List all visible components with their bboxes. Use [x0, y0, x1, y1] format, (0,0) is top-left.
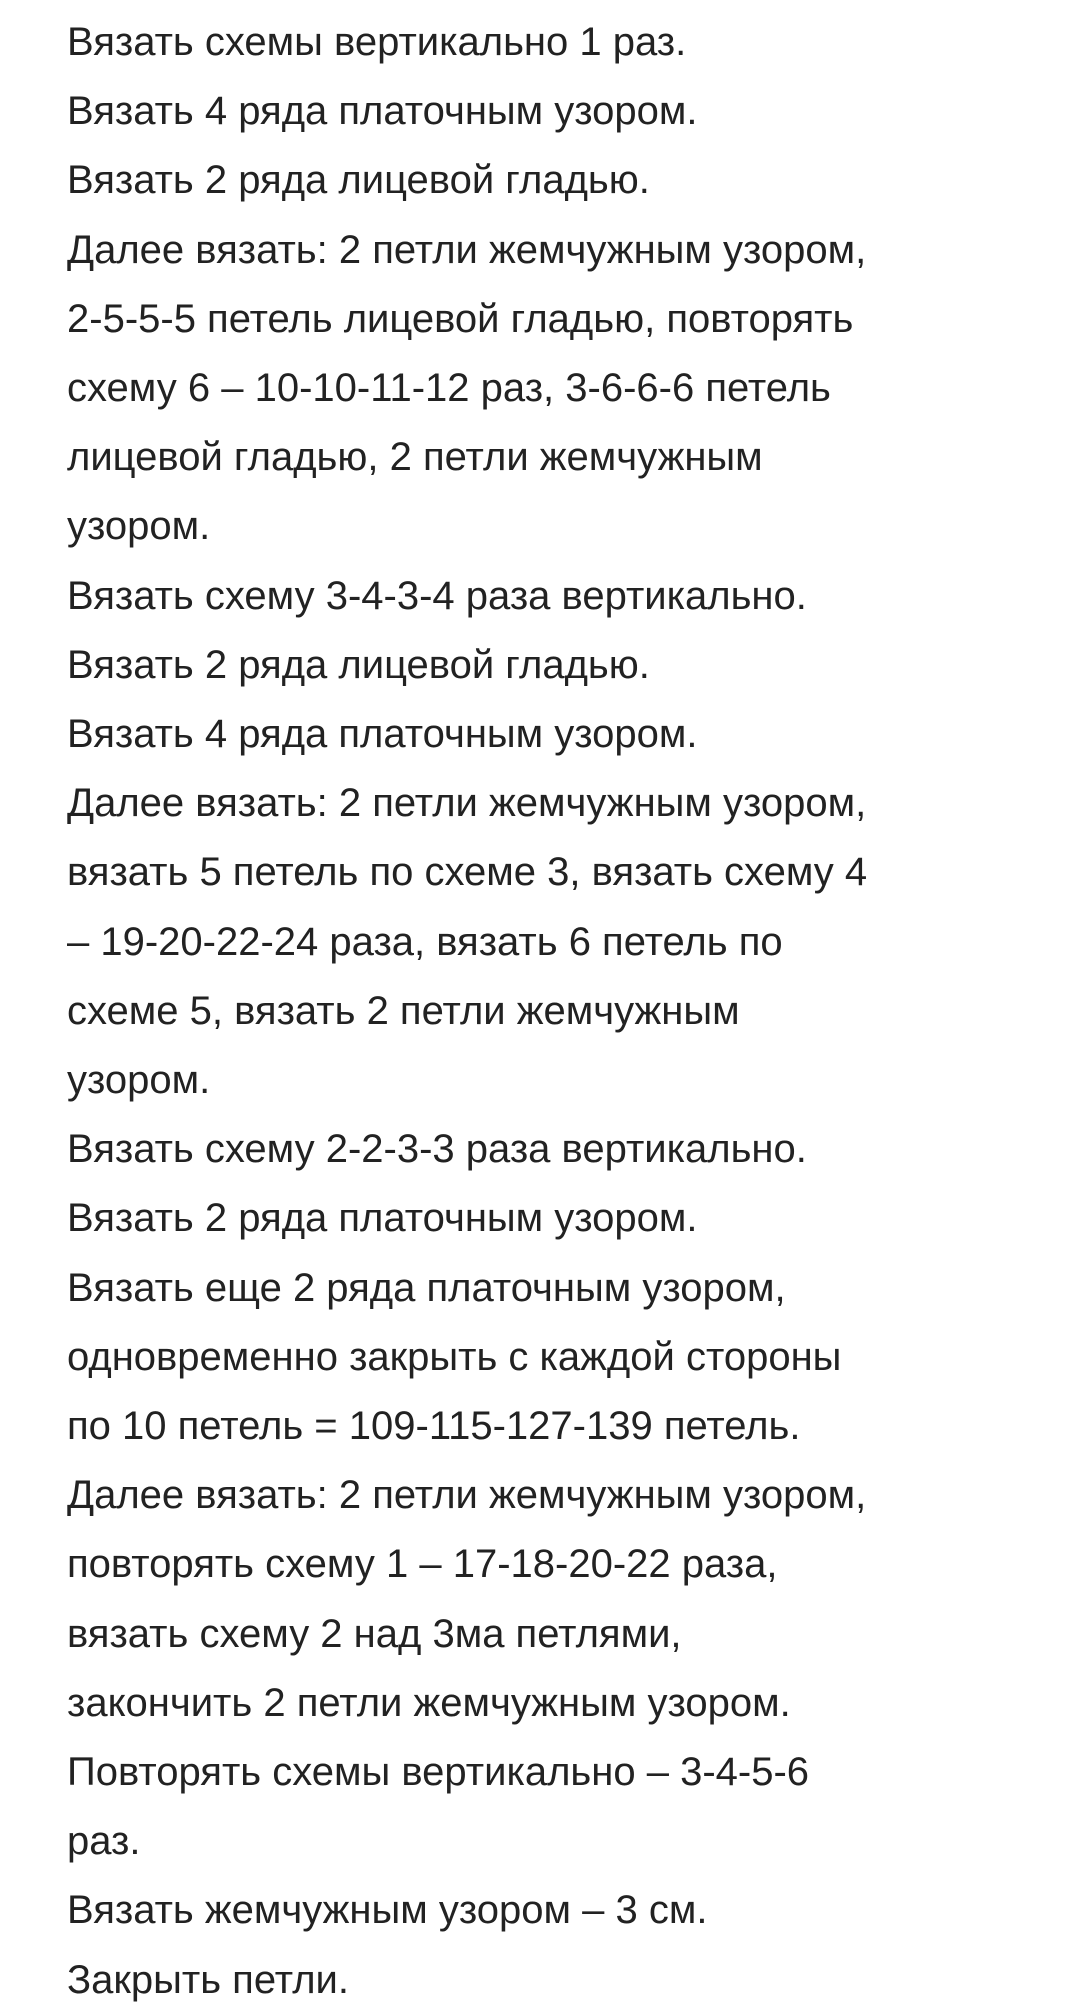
text-line: Вязать 2 ряда лицевой гладью.: [67, 642, 650, 687]
text-line: одновременно закрыть с каждой стороны: [67, 1334, 842, 1379]
text-line: Вязать 4 ряда платочным узором.: [67, 712, 698, 757]
text-line: схему 6 – 10-10-11-12 раз, 3-6-6-6 петель: [67, 366, 831, 411]
text-line: Вязать схемы вертикально 1 раз.: [67, 20, 687, 64]
text-line: Далее вязать: 2 петли жемчужным узором,: [67, 227, 867, 272]
text-line: повторять схему 1 – 17-18-20-22 раза,: [67, 1542, 778, 1587]
text-line: 2-5-5-5 петель лицевой гладью, повторять: [67, 296, 854, 341]
text-line: Далее вязать: 2 петли жемчужным узором,: [67, 1473, 867, 1518]
text-line: вязать схему 2 над 3ма петлями,: [67, 1611, 682, 1656]
text-line: Вязать 4 ряда платочным узором.: [67, 89, 698, 134]
text-line: закончить 2 петли жемчужным узором.: [67, 1680, 791, 1725]
text-line: Вязать еще 2 ряда платочным узором,: [67, 1265, 786, 1310]
text-line: – 19-20-22-24 раза, вязать 6 петель по: [67, 919, 783, 964]
text-line: Далее вязать: 2 петли жемчужным узором,: [67, 781, 867, 826]
document-body: [67, 8, 1067, 2015]
text-line: вязать 5 петель по схеме 3, вязать схему 4: [67, 850, 868, 895]
text-line: схеме 5, вязать 2 петли жемчужным: [67, 988, 740, 1033]
text-line: узором.: [67, 504, 211, 549]
text-line: лицевой гладью, 2 петли жемчужным: [67, 435, 763, 480]
text-line: Закрыть петли.: [67, 1957, 349, 2002]
text-line: Вязать схему 2-2-3-3 раза вертикально.: [67, 1127, 807, 1172]
text-line: Вязать 2 ряда платочным узором.: [67, 1196, 698, 1241]
text-line: по 10 петель = 109-115-127-139 петель.: [67, 1404, 801, 1449]
text-line: Вязать схему 3-4-3-4 раза вертикально.: [67, 573, 807, 618]
text-line: Повторять схемы вертикально – 3-4-5-6: [67, 1750, 810, 1795]
text-line: узором.: [67, 1058, 211, 1103]
text-line: Вязать жемчужным узором – 3 см.: [67, 1888, 708, 1933]
text-line: раз.: [67, 1819, 141, 1864]
text-line: Вязать 2 ряда лицевой гладью.: [67, 158, 650, 203]
